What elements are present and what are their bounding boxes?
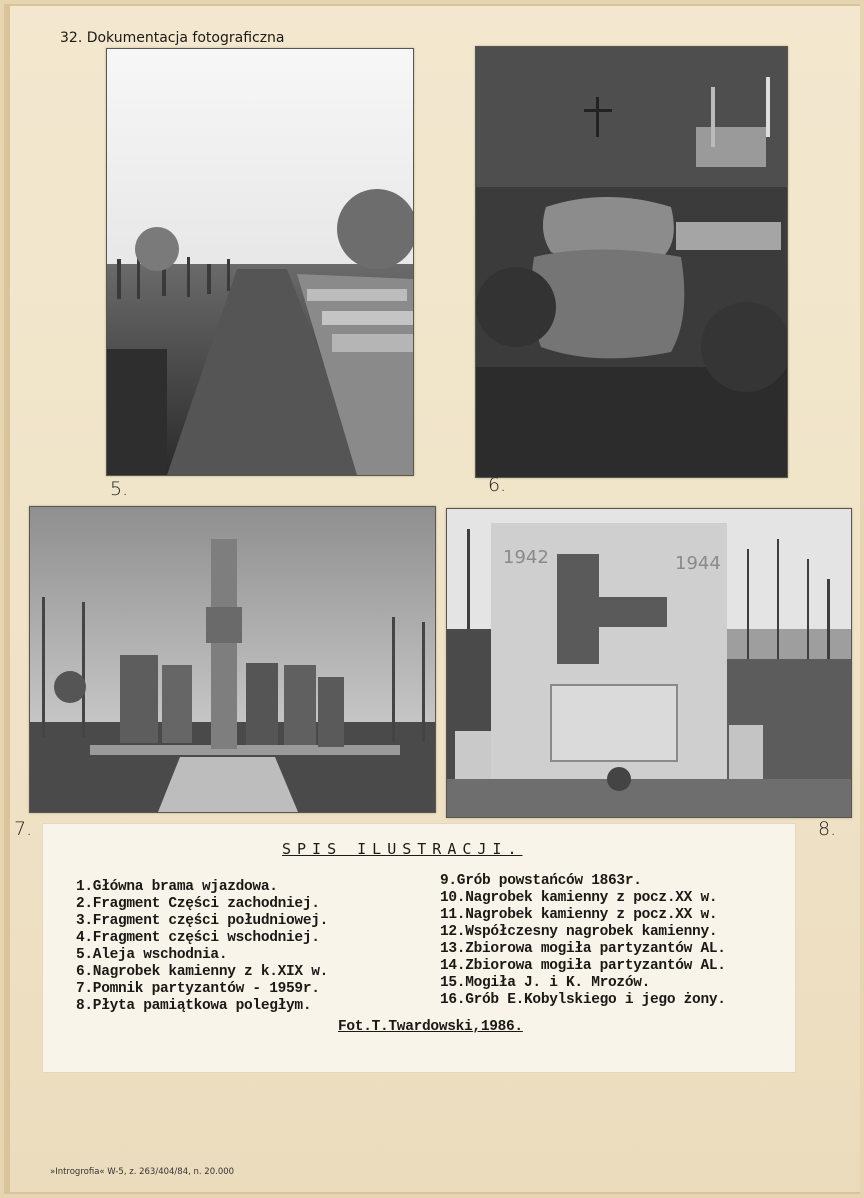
list-item: 11.Nagrobek kamienny z pocz.XX w.: [440, 907, 718, 923]
list-item: 7.Pomnik partyzantów - 1959r.: [76, 981, 320, 997]
list-item: 2.Fragment Części zachodniej.: [76, 896, 320, 912]
list-item: 5.Aleja wschodnia.: [76, 947, 228, 963]
photo-number-6: 6.: [488, 474, 507, 496]
list-item: 9.Grób powstańców 1863r.: [440, 873, 642, 889]
photo-number-8: 8.: [818, 818, 837, 840]
list-item: 12.Współczesny nagrobek kamienny.: [440, 924, 718, 940]
list-item: 13.Zbiorowa mogiła partyzantów AL.: [440, 941, 726, 957]
photo-5-alley: [106, 48, 414, 476]
printer-footer: »Introgrofia« W-5, z. 263/404/84, n. 20.000: [50, 1167, 235, 1177]
photo-number-7: 7.: [14, 818, 33, 840]
photo-6-stone-grave: [475, 46, 788, 478]
list-title: SPIS ILUSTRACJI.: [282, 840, 523, 858]
list-item: 3.Fragment części południowej.: [76, 913, 329, 929]
plaque-year-right: 1944: [675, 553, 721, 574]
list-item: 14.Zbiorowa mogiła partyzantów AL.: [440, 958, 726, 974]
photo-8-memorial-plaque: [446, 508, 852, 818]
list-item: 1.Główna brama wjazdowa.: [76, 879, 278, 895]
list-item: 16.Grób E.Kobylskiego i jego żony.: [440, 992, 726, 1008]
photo-credit: Fot.T.Twardowski,1986.: [338, 1019, 523, 1035]
list-item: 10.Nagrobek kamienny z pocz.XX w.: [440, 890, 718, 906]
illustration-list-right: [440, 873, 726, 1009]
list-item: 8.Płyta pamiątkowa poległym.: [76, 998, 312, 1014]
photo-number-5: 5.: [110, 478, 129, 500]
page-title: 32. Dokumentacja fotograficzna: [60, 30, 285, 46]
list-item: 4.Fragment części wschodniej.: [76, 930, 320, 946]
photo-7-partisan-monument: [29, 506, 436, 813]
plaque-year-left: 1942: [503, 547, 549, 568]
illustration-list-left: [76, 879, 328, 1015]
list-item: 15.Mogiła J. i K. Mrozów.: [440, 975, 651, 991]
list-item: 6.Nagrobek kamienny z k.XIX w.: [76, 964, 329, 980]
